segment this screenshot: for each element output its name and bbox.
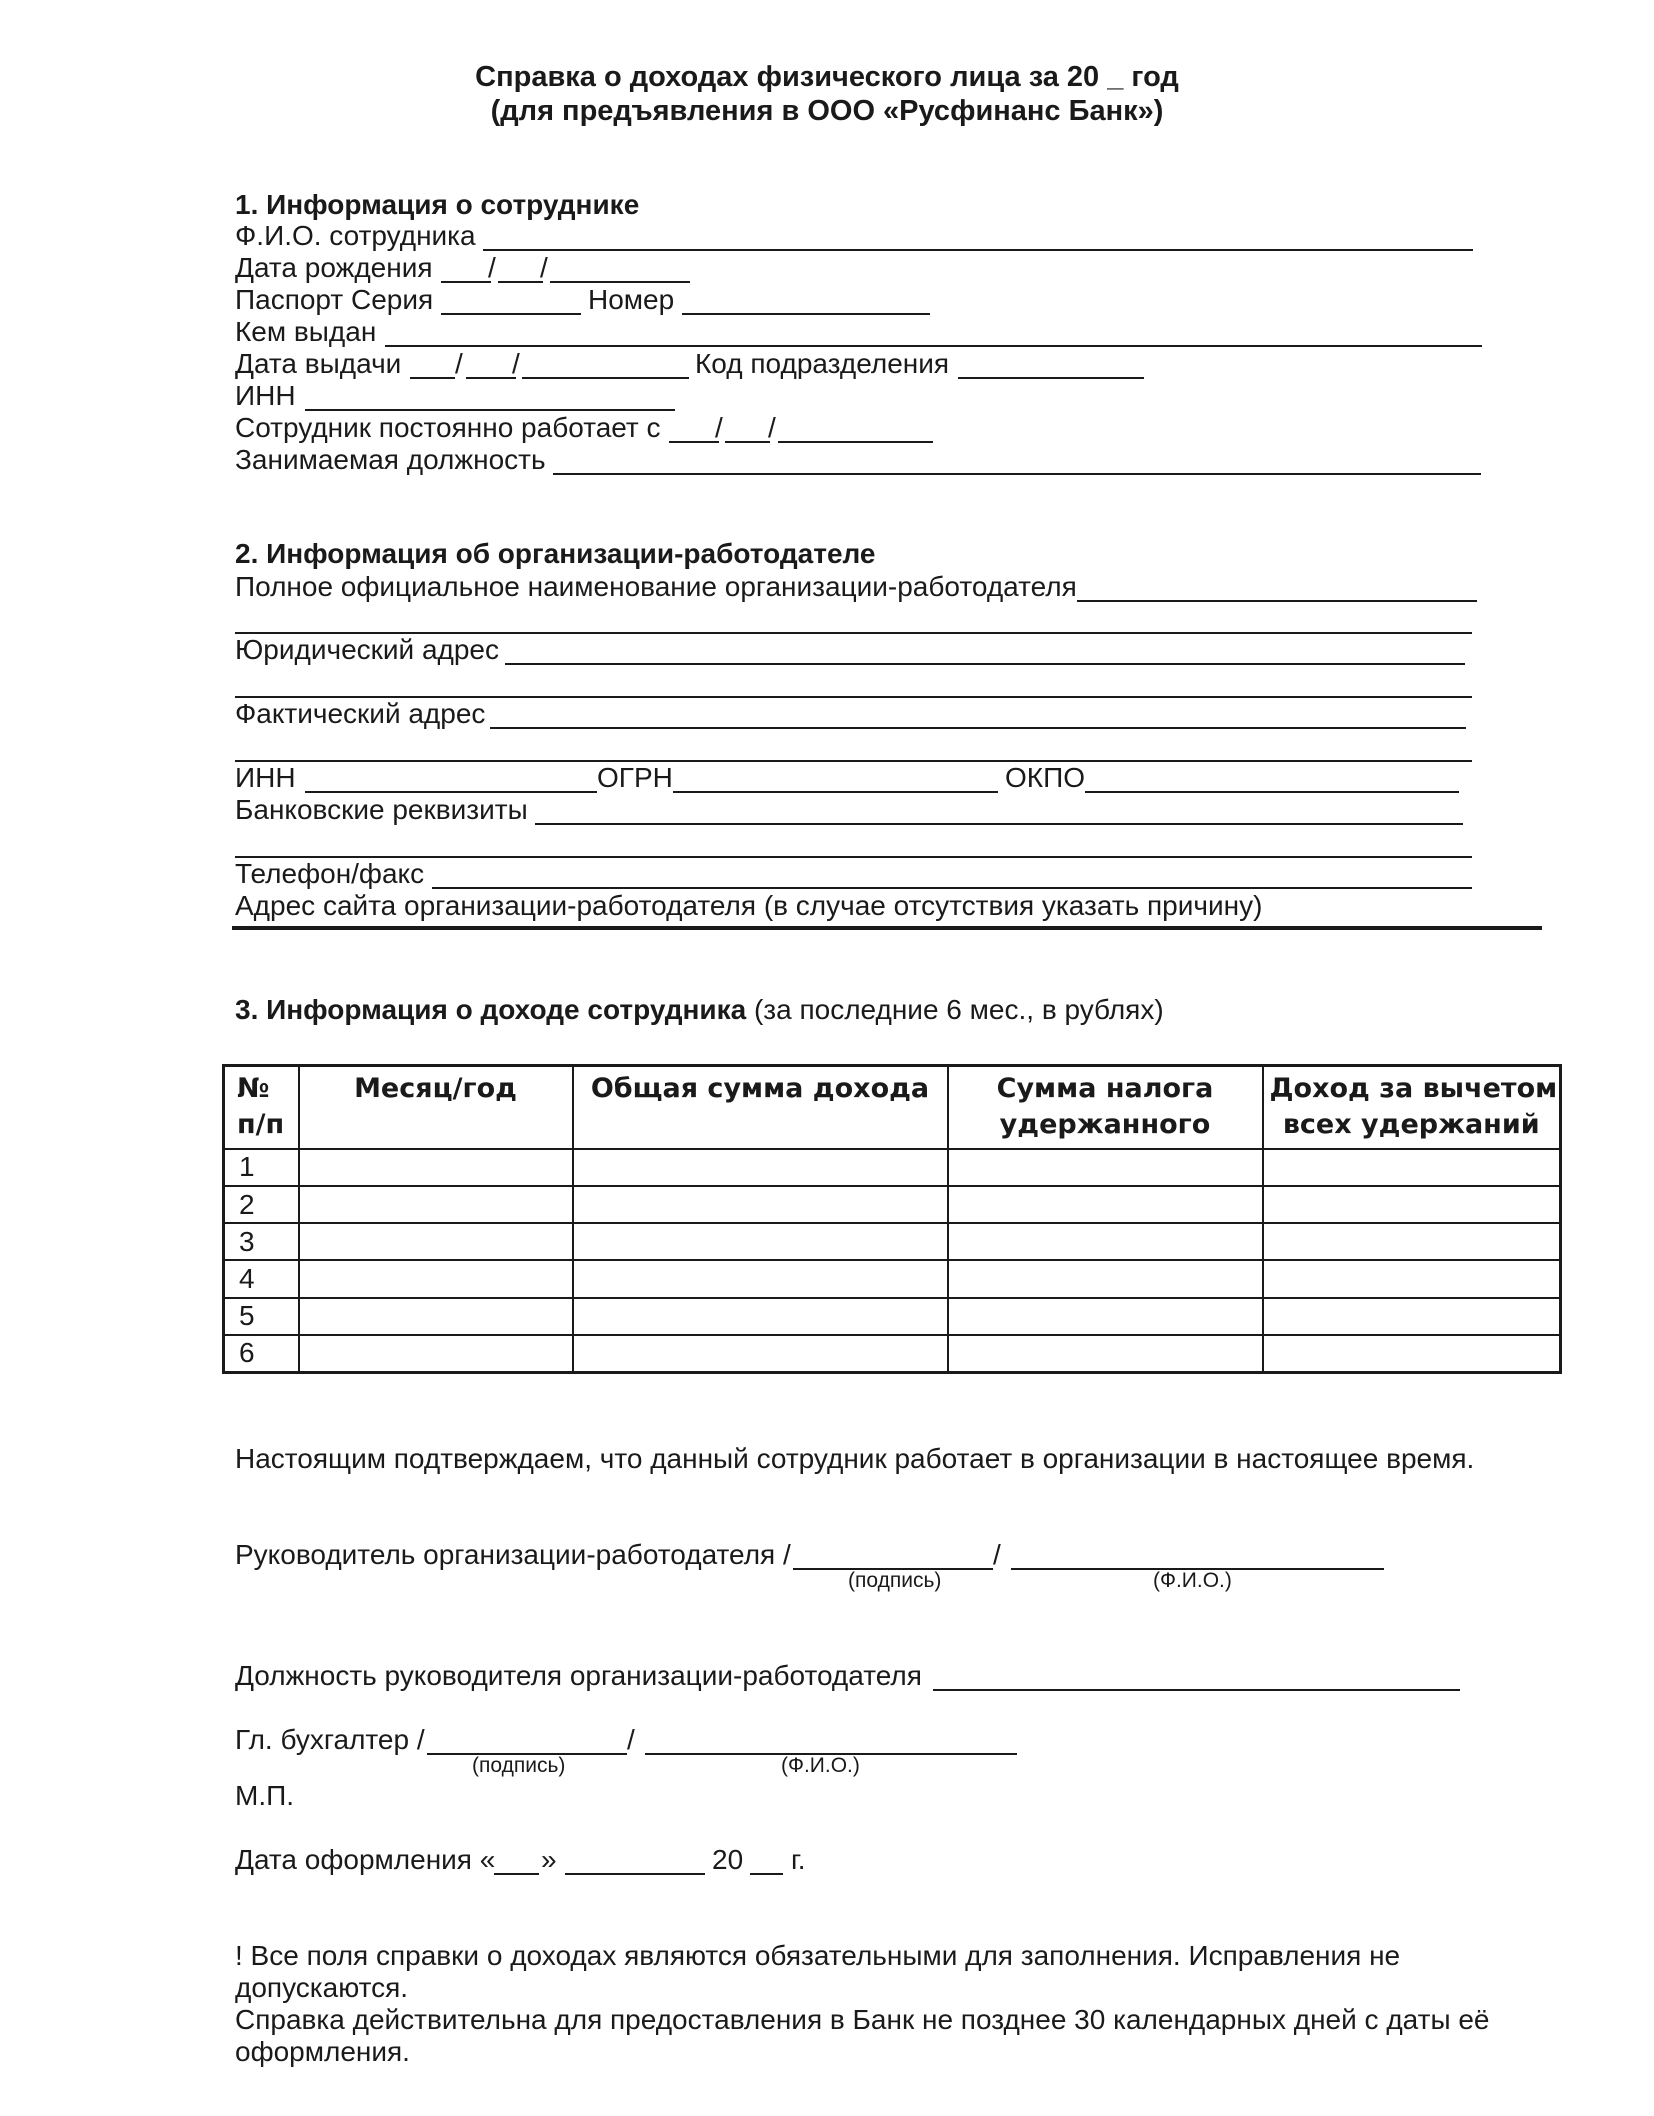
- org-inn-field[interactable]: [305, 791, 597, 793]
- head-position-field[interactable]: [933, 1689, 1460, 1691]
- employee-fio-field[interactable]: [483, 249, 1473, 251]
- total-income-cell[interactable]: [573, 1223, 948, 1260]
- tax-withheld-cell[interactable]: [948, 1223, 1263, 1260]
- legal-address-label: Юридический адрес: [235, 634, 500, 665]
- head-label: Руководитель организации-работодателя /: [235, 1539, 791, 1570]
- website-field[interactable]: [232, 926, 1542, 930]
- issued-by-field[interactable]: [385, 345, 1482, 347]
- issue-date-label: Дата выдачи: [235, 348, 402, 379]
- employee-inn-field[interactable]: [305, 409, 675, 411]
- month-year-cell[interactable]: [299, 1335, 573, 1373]
- col-header-total-income: Общая сумма дохода: [573, 1066, 948, 1149]
- works-since-day-field[interactable]: [669, 441, 719, 443]
- total-income-cell[interactable]: [573, 1260, 948, 1297]
- head-slash: /: [993, 1539, 1001, 1570]
- date-g: г.: [791, 1844, 806, 1875]
- tax-withheld-cell[interactable]: [948, 1298, 1263, 1335]
- table-row: [224, 1335, 1561, 1373]
- birth-date-label: Дата рождения: [235, 252, 433, 283]
- birth-date-slash: /: [488, 252, 496, 283]
- tax-withheld-cell[interactable]: [948, 1149, 1263, 1186]
- note-required: ! Все поля справки о доходах являются обязательными для заполнения. Исправления не: [235, 1940, 1401, 1971]
- legal-address-field[interactable]: [505, 663, 1465, 665]
- org-full-name-label: Полное официальное наименование организации-работодателя: [235, 571, 1077, 602]
- org-inn-label: ИНН: [235, 762, 296, 793]
- table-row: [224, 1149, 1561, 1186]
- net-income-cell[interactable]: [1263, 1186, 1561, 1223]
- table-row: [224, 1186, 1561, 1223]
- income-table: [222, 1064, 1562, 1374]
- row-number: 2: [224, 1186, 299, 1223]
- passport-number-field[interactable]: [682, 313, 930, 315]
- works-since-slash: /: [715, 412, 723, 443]
- issued-by-label: Кем выдан: [235, 316, 377, 347]
- section3-heading-note: (за последние 6 мес., в рублях): [746, 994, 1164, 1025]
- date-label: Дата оформления «: [235, 1844, 496, 1875]
- net-income-cell[interactable]: [1263, 1149, 1561, 1186]
- ogrn-label: ОГРН: [597, 762, 673, 793]
- birth-month-field[interactable]: [498, 281, 543, 283]
- date-day-field[interactable]: [494, 1873, 539, 1875]
- col-header-number: № п/п: [224, 1066, 299, 1149]
- passport-series-label: Паспорт Серия: [235, 284, 434, 315]
- row-number: 3: [224, 1223, 299, 1260]
- ogrn-field[interactable]: [673, 791, 998, 793]
- section3-heading-main: 3. Информация о доходе сотрудника: [235, 994, 747, 1025]
- works-since-year-field[interactable]: [778, 441, 933, 443]
- section3-heading: [235, 996, 1164, 1024]
- row-number: 4: [224, 1260, 299, 1297]
- stamp-place: М.П.: [235, 1780, 295, 1811]
- tax-withheld-cell[interactable]: [948, 1335, 1263, 1373]
- month-year-cell[interactable]: [299, 1186, 573, 1223]
- date-month-field[interactable]: [565, 1873, 705, 1875]
- bank-details-field[interactable]: [535, 823, 1463, 825]
- total-income-cell[interactable]: [573, 1186, 948, 1223]
- issue-date-slash: /: [512, 348, 520, 379]
- works-since-label: Сотрудник постоянно работает с: [235, 412, 661, 443]
- accountant-fio-caption: (Ф.И.О.): [781, 1754, 860, 1777]
- date-year-field[interactable]: [750, 1873, 783, 1875]
- issue-day-field[interactable]: [410, 377, 455, 379]
- row-number: 5: [224, 1298, 299, 1335]
- net-income-cell[interactable]: [1263, 1335, 1561, 1373]
- accountant-signature-caption: (подпись): [472, 1754, 566, 1777]
- month-year-cell[interactable]: [299, 1223, 573, 1260]
- note-validity-cont: оформления.: [235, 2036, 410, 2067]
- works-since-month-field[interactable]: [725, 441, 770, 443]
- employee-inn-label: ИНН: [235, 380, 296, 411]
- chief-accountant-label: Гл. бухгалтер /: [235, 1724, 425, 1755]
- actual-address-field[interactable]: [490, 727, 1466, 729]
- total-income-cell[interactable]: [573, 1298, 948, 1335]
- note-validity: Справка действительна для предоставления в Банк не позднее 30 календарных дней с даты её: [235, 2004, 1490, 2035]
- section2-heading: 2. Информация об организации-работодателе: [235, 538, 876, 569]
- month-year-cell[interactable]: [299, 1149, 573, 1186]
- month-year-cell[interactable]: [299, 1298, 573, 1335]
- tax-withheld-cell[interactable]: [948, 1186, 1263, 1223]
- net-income-cell[interactable]: [1263, 1298, 1561, 1335]
- document-title: Справка о доходах физического лица за 20 _ год: [475, 61, 1179, 93]
- birth-date-slash: /: [540, 252, 548, 283]
- bank-details-label: Банковские реквизиты: [235, 794, 528, 825]
- note-required-cont: допускаются.: [235, 1972, 409, 2003]
- division-code-label: Код подразделения: [695, 348, 950, 379]
- issue-year-field[interactable]: [522, 377, 689, 379]
- phone-fax-field[interactable]: [432, 887, 1472, 889]
- position-field[interactable]: [553, 473, 1481, 475]
- date-year-prefix: 20: [712, 1844, 744, 1875]
- net-income-cell[interactable]: [1263, 1223, 1561, 1260]
- issue-month-field[interactable]: [466, 377, 516, 379]
- birth-day-field[interactable]: [441, 281, 491, 283]
- employee-fio-label: Ф.И.О. сотрудника: [235, 220, 476, 251]
- total-income-cell[interactable]: [573, 1335, 948, 1373]
- document-subtitle: (для предъявления в ООО «Русфинанс Банк»): [490, 95, 1164, 127]
- actual-address-label: Фактический адрес: [235, 698, 486, 729]
- table-row: [224, 1223, 1561, 1260]
- phone-fax-label: Телефон/факс: [235, 858, 425, 889]
- date-quote-close: »: [541, 1844, 557, 1875]
- section1-heading: 1. Информация о сотруднике: [235, 189, 640, 220]
- tax-withheld-cell[interactable]: [948, 1260, 1263, 1297]
- org-full-name-field[interactable]: [1077, 600, 1477, 602]
- month-year-cell[interactable]: [299, 1260, 573, 1297]
- col-header-month-year: Месяц/год: [299, 1066, 573, 1149]
- works-since-slash: /: [768, 412, 776, 443]
- net-income-cell[interactable]: [1263, 1260, 1561, 1297]
- position-label: Занимаемая должность: [235, 444, 546, 475]
- col-header-net-income: Доход за вычетом всех удержаний: [1263, 1066, 1561, 1149]
- confirmation-text: Настоящим подтверждаем, что данный сотрудник работает в организации в настоящее время.: [235, 1443, 1475, 1474]
- actual-address-field-line2[interactable]: [235, 760, 1472, 762]
- website-label: Адрес сайта организации-работодателя (в случае отсутствия указать причину): [235, 890, 1263, 921]
- head-signature-caption: (подпись): [848, 1569, 942, 1592]
- birth-year-field[interactable]: [550, 281, 690, 283]
- accountant-slash: /: [627, 1724, 635, 1755]
- okpo-field[interactable]: [1085, 791, 1459, 793]
- division-code-field[interactable]: [958, 377, 1144, 379]
- total-income-cell[interactable]: [573, 1149, 948, 1186]
- row-number: 1: [224, 1149, 299, 1186]
- issue-date-slash: /: [455, 348, 463, 379]
- row-number: 6: [224, 1335, 299, 1373]
- head-position-label: Должность руководителя организации-работодателя: [235, 1660, 922, 1691]
- head-fio-caption: (Ф.И.О.): [1153, 1569, 1232, 1592]
- passport-number-label: Номер: [588, 284, 675, 315]
- table-row: [224, 1298, 1561, 1335]
- passport-series-field[interactable]: [441, 313, 581, 315]
- table-row: [224, 1260, 1561, 1297]
- okpo-label: ОКПО: [1005, 762, 1085, 793]
- col-header-tax-withheld: Сумма налога удержанного: [948, 1066, 1263, 1149]
